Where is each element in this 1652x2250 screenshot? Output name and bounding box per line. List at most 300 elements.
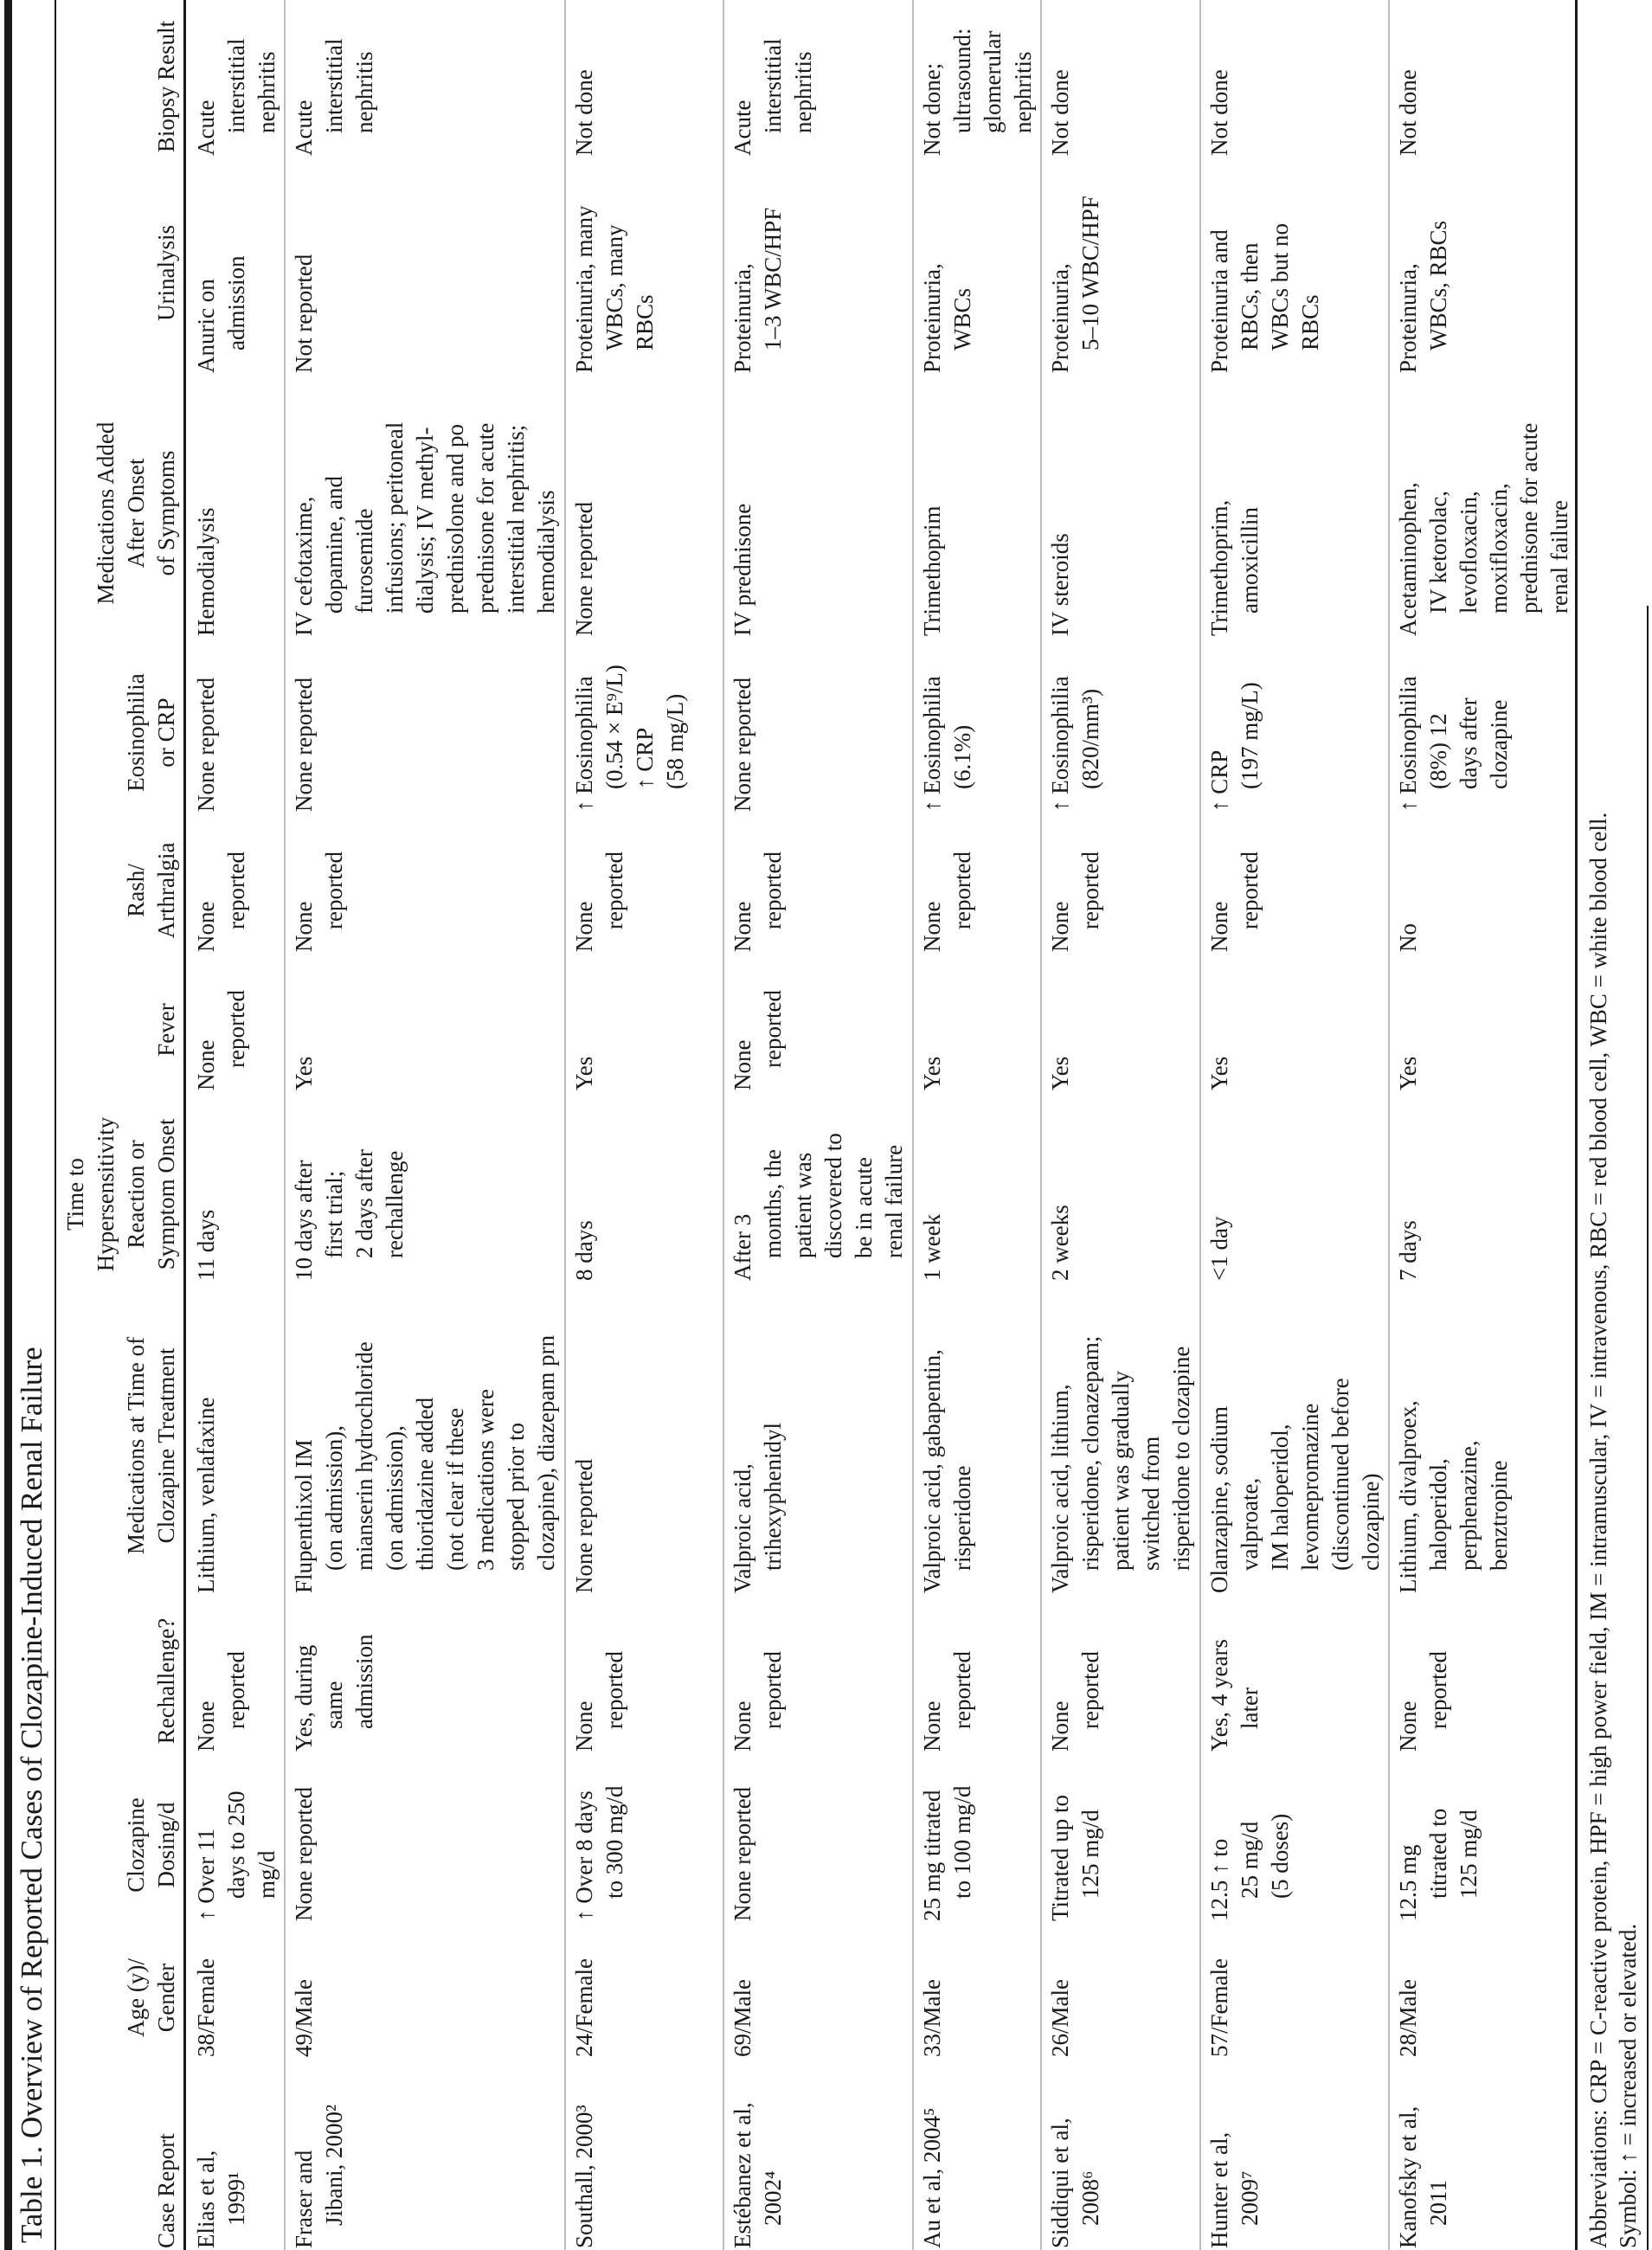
column-header-line: Time to	[62, 1158, 88, 1231]
cell-line: None reported	[571, 501, 597, 636]
cell-meds_added	[569, 502, 600, 636]
cell-line: None	[571, 1700, 597, 1752]
cell-line: 2009⁷	[1237, 2170, 1263, 2226]
cell-eos	[1045, 676, 1106, 812]
cell-line: mg/d	[254, 1850, 280, 1899]
cell-line: Hemodialysis	[193, 507, 219, 636]
cell-line: clozapine	[1486, 699, 1512, 789]
table-title: Table 1. Overview of Reported Cases of Clozapine-Induced Renal Failure	[15, 1347, 48, 2243]
cell-line: RBCs	[632, 294, 658, 350]
cell-rechallenge	[1205, 1639, 1265, 1752]
cell-line: Lithium, divalproex,	[1395, 1400, 1421, 1593]
column-header-line: Medications Added	[93, 421, 119, 605]
cell-onset	[191, 1210, 222, 1281]
cell-meds_time	[569, 1459, 600, 1593]
cell-line: None reported	[291, 1786, 317, 1921]
title-rule	[55, 0, 56, 2250]
cell-rechallenge	[569, 1651, 630, 1752]
cell-line: Not done	[1206, 69, 1232, 156]
cell-meds_time	[191, 1398, 222, 1593]
cell-meds_added	[1205, 500, 1265, 636]
cell-line: Jibani, 2000²	[321, 2104, 347, 2226]
cell-line: 38/Female	[193, 1958, 219, 2057]
cell-line: 33/Male	[919, 1979, 945, 2057]
cell-rechallenge	[917, 1651, 978, 1752]
cell-line: Acute	[193, 100, 219, 156]
cell-line: reported	[601, 852, 627, 929]
cell-rash	[289, 852, 350, 952]
cell-line: None	[730, 1039, 755, 1090]
cell-line: 2011	[1425, 2180, 1451, 2226]
cell-line: None reported	[291, 677, 317, 812]
cell-line: days after	[1456, 698, 1482, 789]
cell-line: After 3	[730, 1213, 755, 1281]
cell-line: (5 doses)	[1267, 1813, 1293, 1899]
cell-line: reported	[1237, 852, 1263, 929]
cell-eos	[728, 678, 758, 812]
cell-line: reported	[1077, 1651, 1103, 1729]
cell-urinalysis	[289, 254, 319, 373]
column-header-line: Gender	[153, 1963, 179, 2033]
cell-biopsy	[728, 39, 819, 156]
cell-line: None	[919, 901, 945, 952]
column-header-dosing	[121, 1760, 182, 1930]
cell-urinalysis	[1205, 223, 1326, 373]
cell-line: 28/Male	[1395, 1979, 1421, 2057]
cell-line: nephritis	[1010, 51, 1036, 133]
cell-rechallenge	[1045, 1651, 1106, 1752]
cell-case	[917, 2108, 948, 2248]
cell-line: 25 mg titrated	[919, 1790, 945, 1921]
cell-line: Valproic acid, lithium,	[1047, 1384, 1073, 1593]
cell-biopsy	[191, 39, 282, 156]
cell-line: admission	[223, 255, 249, 350]
cell-fever	[1045, 1057, 1076, 1090]
cell-rash	[569, 852, 630, 952]
row-divider	[284, 0, 286, 2250]
column-header-line: Medications at Time of	[123, 1336, 149, 1555]
cell-line: Yes	[919, 1056, 945, 1090]
cell-line: reported	[1425, 1651, 1451, 1729]
cell-fever	[289, 1057, 319, 1090]
cell-line: 69/Male	[730, 1979, 755, 2057]
cell-meds_time	[917, 1349, 978, 1593]
cell-meds_added	[191, 508, 222, 637]
column-header-biopsy	[151, 9, 182, 164]
cell-line: ↑ Eosinophilia	[571, 676, 597, 812]
cell-line: None	[1395, 1700, 1421, 1752]
cell-fever	[191, 990, 252, 1090]
cell-line: Yes, 4 years	[1206, 1638, 1232, 1752]
cell-line: Proteinuria,	[1047, 263, 1073, 373]
column-header-meds_added	[91, 382, 182, 645]
cell-line: 12.5 ↑ to	[1206, 1838, 1232, 1921]
cell-rash	[1205, 852, 1265, 952]
column-header-line: Rechallenge?	[153, 1617, 179, 1745]
cell-meds_time	[1393, 1400, 1514, 1593]
column-header-urinalysis	[151, 164, 182, 382]
column-header-line: Symptom Onset	[153, 1118, 179, 1270]
column-header-case	[151, 2133, 182, 2248]
cell-line: 49/Male	[291, 1979, 317, 2057]
column-header-line: Biopsy Result	[153, 20, 179, 153]
column-header-line: Reaction or	[123, 1140, 149, 1249]
cell-line: Proteinuria,	[730, 263, 755, 373]
cell-line: clozapine)	[1358, 1473, 1384, 1571]
cell-fever	[569, 1057, 600, 1090]
cell-line: Titrated up to	[1047, 1794, 1073, 1921]
cell-urinalysis	[1045, 196, 1106, 373]
cell-line: hemodialysis	[533, 490, 559, 614]
cell-meds_time	[1205, 1378, 1386, 1593]
cell-line: (not clear if these	[442, 1407, 468, 1571]
cell-line: None	[1047, 901, 1073, 952]
cell-meds_time	[289, 1335, 562, 1593]
cell-line: haloperidol,	[1425, 1458, 1451, 1571]
column-header-line: Age (y)/	[123, 1958, 149, 2037]
cell-line: reported	[321, 852, 347, 929]
cell-eos	[1205, 682, 1265, 812]
cell-dosing	[917, 1785, 978, 1921]
cell-dosing	[1045, 1795, 1106, 1921]
cell-meds_added	[1393, 423, 1575, 636]
cell-line: glomerular	[980, 30, 1006, 133]
cell-biopsy	[917, 29, 1038, 157]
cell-line: (0.54 × E⁹/L)	[601, 665, 627, 789]
cell-eos	[191, 678, 222, 812]
cell-line: ↑ Eosinophilia	[1395, 676, 1421, 812]
cell-line: 1999¹	[223, 2171, 249, 2226]
cell-fever	[1205, 1057, 1235, 1090]
column-header-line: After Onset	[123, 458, 149, 569]
cell-line: titrated to	[1425, 1808, 1451, 1899]
cell-line: reported	[760, 852, 786, 929]
cell-line: furosemide	[351, 508, 377, 614]
cell-line: admission	[351, 1634, 377, 1729]
cell-line: ↑ CRP	[1206, 749, 1232, 812]
cell-line: None	[730, 1700, 755, 1752]
cell-line: 3 medications were	[472, 1389, 498, 1571]
cell-line: months, the	[760, 1149, 786, 1258]
cell-urinalysis	[569, 206, 660, 373]
cell-line: IM haloperidol,	[1267, 1424, 1293, 1571]
cell-line: Yes, during	[291, 1644, 317, 1752]
cell-age	[1205, 1958, 1235, 2057]
cell-line: WBCs but no	[1267, 222, 1293, 350]
cell-line: None reported	[571, 1458, 597, 1593]
cell-line: nephritis	[351, 51, 377, 133]
cell-line: clozapine), diazepam prn	[533, 1334, 559, 1571]
cell-line: (197 mg/L)	[1237, 682, 1263, 789]
column-header-meds_time	[121, 1289, 182, 1602]
column-header-line: Arthralgia	[153, 842, 179, 939]
cell-biopsy	[569, 69, 600, 156]
top-rule	[4, 0, 12, 2250]
cell-line: Olanzapine, sodium	[1206, 1406, 1232, 1593]
cell-line: be in acute	[851, 1157, 877, 1258]
cell-line: IV steroids	[1047, 533, 1073, 636]
cell-line: 125 mg/d	[1456, 1810, 1482, 1899]
cell-onset	[289, 1149, 410, 1281]
cell-onset	[917, 1214, 948, 1281]
column-header-line: Case Report	[153, 2133, 179, 2248]
column-header-rash	[121, 820, 182, 961]
cell-line: reported	[760, 1651, 786, 1729]
cell-line: None reported	[730, 677, 755, 812]
row-divider	[564, 0, 566, 2250]
cell-rash	[917, 852, 978, 952]
cell-line: (58 mg/L)	[662, 693, 688, 789]
cell-line: Proteinuria,	[1395, 263, 1421, 373]
cell-line: later	[1237, 1688, 1263, 1729]
cell-line: first trial;	[321, 1170, 347, 1258]
cell-line: Siddiqui et al,	[1047, 2118, 1073, 2248]
row-divider	[1388, 0, 1390, 2250]
cell-dosing	[289, 1787, 319, 1921]
cell-line: IV ketorolac,	[1425, 491, 1451, 614]
end-rule	[1647, 606, 1649, 2250]
cell-line: Anuric on	[193, 279, 219, 373]
cell-line: Trimethoprim	[919, 505, 945, 636]
cell-line: Proteinuria and	[1206, 229, 1232, 373]
cell-line: switched from	[1138, 1436, 1164, 1571]
cell-line: to 100 mg/d	[949, 1785, 975, 1899]
cell-meds_added	[289, 422, 562, 636]
row-divider	[1199, 0, 1201, 2250]
cell-age	[917, 1979, 948, 2057]
cell-line: No	[1395, 923, 1421, 952]
cell-line: Elias et al,	[193, 2150, 219, 2248]
cell-urinalysis	[191, 255, 252, 373]
cell-case	[569, 2105, 600, 2248]
header-rule	[183, 0, 186, 2250]
cell-line: reported	[223, 852, 249, 929]
cell-line: 2002⁴	[760, 2170, 786, 2226]
cell-line: None	[291, 901, 317, 952]
column-header-fever	[151, 961, 182, 1099]
cell-line: benztropine	[1486, 1460, 1512, 1571]
cell-line: Valproic acid, gabapentin,	[919, 1349, 945, 1593]
cell-line: IV prednisone	[730, 503, 755, 636]
cell-line: None reported	[193, 677, 219, 812]
cell-line: reported	[949, 852, 975, 929]
cell-meds_added	[917, 505, 948, 636]
cell-age	[728, 1979, 758, 2057]
footnote-abbreviations: Abbreviations: CRP = C-reactive protein, HPF = high power field, IM = intramuscular, IV = intravenous, RBC = red blood cell, WBC = white blood cell.	[1585, 812, 1611, 2248]
cell-line: interstitial	[760, 38, 786, 133]
cell-line: discovered to	[820, 1133, 846, 1258]
cell-line: reported	[949, 1651, 975, 1729]
cell-line: RBCs, then	[1237, 242, 1263, 350]
cell-line: Yes	[291, 1056, 317, 1090]
cell-line: 11 days	[193, 1209, 219, 1281]
cell-line: Not done	[1047, 69, 1073, 156]
cell-line: dialysis; IV methyl-	[412, 427, 438, 614]
column-header-line: Clozapine	[123, 1797, 149, 1893]
cell-urinalysis	[917, 263, 978, 373]
cell-dosing	[1205, 1814, 1295, 1921]
cell-line: 25 mg/d	[1237, 1821, 1263, 1899]
cell-meds_time	[1045, 1336, 1197, 1593]
cell-line: interstitial	[223, 38, 249, 133]
cell-rechallenge	[728, 1651, 788, 1752]
cell-line: None	[1047, 1700, 1073, 1752]
cell-line: (discontinued before	[1327, 1378, 1353, 1571]
cell-line: IV cefotaxime,	[291, 496, 317, 636]
cell-line: Hunter et al,	[1206, 2131, 1232, 2248]
cell-line: ↑ Over 8 days	[571, 1790, 597, 1921]
cell-line: Yes	[1047, 1056, 1073, 1090]
row-divider	[1040, 0, 1042, 2250]
cell-line: nephritis	[254, 51, 280, 133]
cell-line: Not done	[571, 69, 597, 156]
cell-line: 1 week	[919, 1213, 945, 1281]
cell-fever	[917, 1057, 948, 1090]
cell-line: thioridazine added	[412, 1397, 438, 1571]
cell-line: reported	[223, 1651, 249, 1729]
cell-line: (8%) 12	[1425, 713, 1451, 789]
cell-line: Not done;	[919, 62, 945, 156]
cell-eos	[1393, 676, 1514, 812]
cell-line: 12.5 mg	[1395, 1844, 1421, 1921]
column-header-rechallenge	[151, 1602, 182, 1760]
cell-line: Lithium, venlafaxine	[193, 1397, 219, 1593]
cell-line: WBCs, RBCs	[1425, 220, 1451, 350]
cell-line: Proteinuria, many	[571, 205, 597, 373]
column-header-line: Urinalysis	[153, 225, 179, 321]
cell-line: (6.1%)	[949, 724, 975, 789]
column-header-onset	[61, 1099, 182, 1289]
cell-dosing	[191, 1791, 282, 1922]
cell-line: WBCs	[949, 287, 975, 350]
cell-line: ↑ Eosinophilia	[919, 676, 945, 812]
cell-line: 8 days	[571, 1220, 597, 1281]
cell-age	[1393, 1979, 1424, 2057]
column-header-line: Eosinophilia	[123, 673, 149, 792]
cell-line: reported	[760, 990, 786, 1068]
column-header-line: Dosing/d	[153, 1802, 179, 1888]
cell-line: None	[1206, 901, 1232, 952]
cell-line: mianserin hydrochloride	[351, 1341, 377, 1571]
cell-line: None	[193, 1700, 219, 1752]
cell-line: rechallenge	[382, 1150, 408, 1258]
cell-line: moxifloxacin,	[1486, 483, 1512, 614]
cell-line: Trimethoprim,	[1206, 499, 1232, 636]
cell-case	[1045, 2118, 1106, 2248]
cell-line: 5–10 WBC/HPF	[1077, 196, 1103, 350]
cell-line: None	[193, 901, 219, 952]
cell-rash	[1045, 852, 1106, 952]
cell-line: Acute	[730, 100, 755, 156]
cell-line: Au et al, 2004⁵	[919, 2107, 945, 2248]
cell-line: days to 250	[223, 1790, 249, 1899]
cell-line: risperidone, clonazepam;	[1077, 1335, 1103, 1571]
cell-meds_added	[728, 504, 758, 636]
cell-case	[289, 2105, 350, 2248]
cell-line: 1–3 WBC/HPF	[760, 207, 786, 350]
cell-biopsy	[289, 39, 380, 156]
cell-line: amoxicillin	[1237, 507, 1263, 614]
row-divider	[912, 0, 914, 2250]
cell-line: ↑ Over 11	[193, 1829, 219, 1921]
cell-age	[569, 1958, 600, 2057]
cell-biopsy	[1393, 69, 1424, 156]
cell-meds_time	[728, 1423, 788, 1593]
cell-line: Yes	[1395, 1056, 1421, 1090]
cell-line: 10 days after	[291, 1160, 317, 1281]
column-header-line: Hypersensitivity	[93, 1116, 119, 1272]
cell-line: ultrasound:	[949, 28, 975, 133]
cell-line: 2008⁶	[1077, 2170, 1103, 2226]
cell-line: Not reported	[291, 254, 317, 373]
cell-biopsy	[1045, 69, 1076, 156]
cell-line: reported	[601, 1651, 627, 1729]
cell-biopsy	[1205, 69, 1235, 156]
cell-onset	[728, 1133, 910, 1281]
cell-rash	[191, 852, 252, 952]
cell-line: Yes	[1206, 1056, 1232, 1090]
cell-rechallenge	[289, 1634, 380, 1752]
cell-line: same	[321, 1681, 347, 1729]
cell-line: Southall, 2000³	[571, 2105, 597, 2248]
cell-onset	[1205, 1217, 1235, 1281]
cell-line: patient was gradually	[1108, 1371, 1134, 1571]
cell-onset	[569, 1220, 600, 1281]
cell-line: 57/Female	[1206, 1958, 1232, 2057]
cell-onset	[1045, 1205, 1076, 1281]
cell-line: Acute	[291, 100, 317, 156]
cell-onset	[1393, 1220, 1424, 1281]
bottom-rule	[1575, 0, 1578, 2250]
cell-line: None	[919, 1700, 945, 1752]
cell-line: prednisolone and po	[442, 424, 468, 614]
cell-eos	[917, 676, 978, 812]
cell-eos	[569, 665, 691, 812]
cell-line: 7 days	[1395, 1220, 1421, 1281]
cell-fever	[1393, 1057, 1424, 1090]
cell-line: trihexyphenidyl	[760, 1423, 786, 1571]
cell-line: Estébanez et al,	[730, 2102, 755, 2248]
cell-line: Acetaminophen,	[1395, 482, 1421, 636]
cell-line: ↑ Eosinophilia	[1047, 676, 1073, 812]
cell-line: stopped prior to	[503, 1423, 529, 1571]
cell-age	[289, 1979, 319, 2057]
cell-line: Flupenthixol IM	[291, 1439, 317, 1593]
column-header-line: Rash/	[123, 864, 149, 917]
cell-line: 2 weeks	[1047, 1205, 1073, 1281]
column-header-line: or CRP	[153, 698, 179, 768]
cell-line: risperidone	[949, 1465, 975, 1571]
cell-rash	[728, 852, 788, 952]
cell-case	[1205, 2132, 1265, 2248]
cell-urinalysis	[728, 208, 788, 373]
cell-line: infusions; peritoneal	[382, 421, 408, 614]
cell-line: levomepromazine	[1297, 1403, 1323, 1571]
cell-eos	[289, 678, 319, 812]
cell-line: Kanofsky et al,	[1395, 2105, 1421, 2248]
column-header-line: Clozapine Treatment	[153, 1347, 179, 1544]
cell-line: 2 days after	[351, 1149, 377, 1258]
cell-line: (820/mm³)	[1077, 688, 1103, 789]
cell-line: None	[193, 1039, 219, 1090]
cell-urinalysis	[1393, 221, 1454, 373]
column-header-line: of Symptoms	[153, 450, 179, 576]
cell-age	[191, 1958, 222, 2057]
cell-line: 125 mg/d	[1077, 1810, 1103, 1899]
cell-line: <1 day	[1206, 1216, 1232, 1281]
cell-line: valproate,	[1237, 1477, 1263, 1571]
cell-line: (on admission),	[321, 1425, 347, 1571]
